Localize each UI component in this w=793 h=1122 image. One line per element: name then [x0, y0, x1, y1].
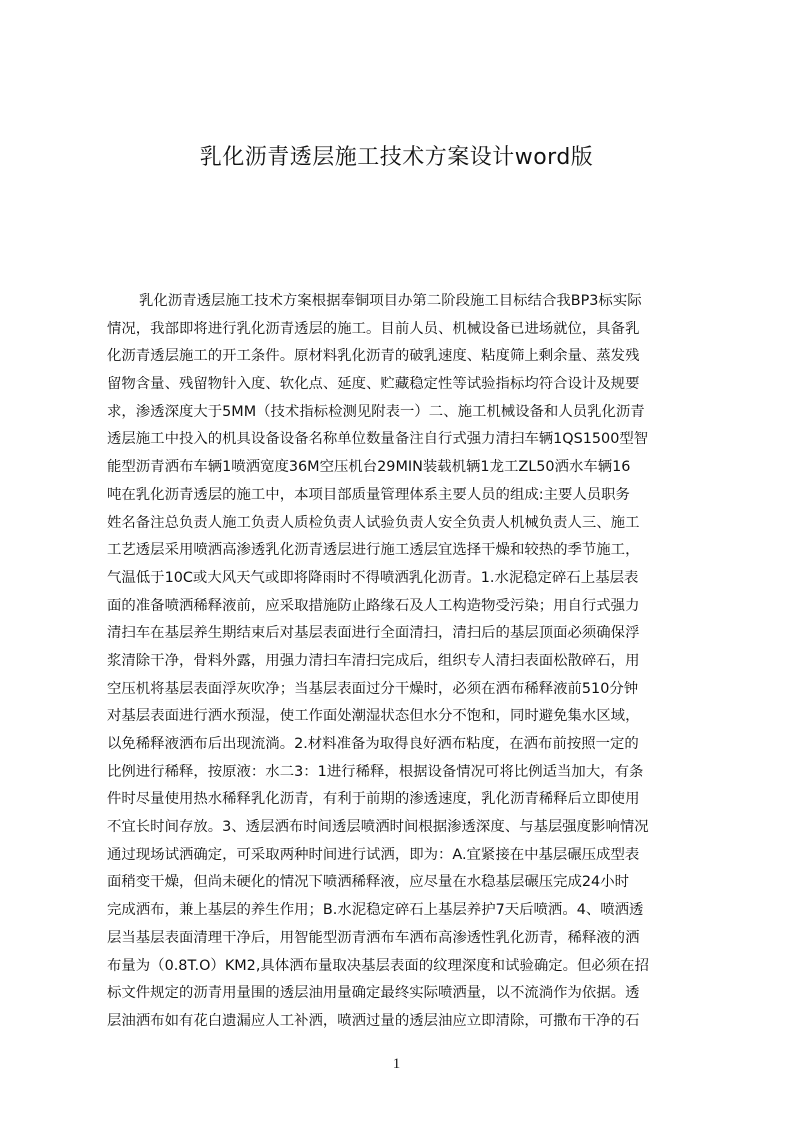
text-line: 求，渗透深度大于5MM（技术指标检测见附表一）二、施工机械设备和人员乳化沥青 — [107, 403, 645, 420]
text-line: 以免稀释液洒布后出现流淌。2.材料准备为取得良好洒布粘度，在洒布前按照一定的 — [107, 736, 639, 752]
text-line: 浆清除干净，骨料外露，用强力清扫车清扫完成后，组织专人清扫表面松散碎石，用 — [107, 652, 640, 669]
text-line: 布量为（0.8T.O）KM2,具体洒布量取决基层表面的纹理深度和试验确定。但必须在招 — [107, 957, 649, 974]
text-line: 留物含量、残留物针入度、软化点、延度、贮藏稳定性等试验指标均符合设计及规要 — [107, 376, 640, 393]
text-line: 件时尽量使用热水稀释乳化沥青，有利于前期的渗透速度，乳化沥青稀释后立即使用 — [107, 791, 640, 808]
text-line: 吨在乳化沥青透层的施工中，本项目部质量管理体系主要人员的组成:主要人员职务 — [107, 486, 630, 503]
text-line: 标文件规定的沥青用量围的透层油用量确定最终实际喷洒量，以不流淌作为依据。透 — [107, 985, 640, 1002]
document-title: 乳化沥青透层施工技术方案设计word版 — [199, 145, 594, 170]
text-line: 姓名备注总负责人施工负责人质检负责人试验负责人安全负责人机械负责人三、施工 — [107, 514, 640, 531]
text-line: 完成洒布，兼上基层的养生作用；B.水泥稳定碎石上基层养护7天后喷洒。4、喷洒透 — [107, 902, 644, 919]
body-paragraph — [107, 288, 700, 1036]
text-line: 通过现场试洒确定，可采取两种时间进行试洒，即为：A.宜紧接在中基层碾压成型表 — [107, 846, 640, 863]
text-line: 透层施工中投入的机具设备设备名称单位数量备注自行式强力清扫车辆1QS1500型智 — [107, 431, 649, 448]
text-line: 对基层表面进行洒水预湿，使工作面处潮湿状态但水分不饱和，同时避免集水区域， — [107, 708, 640, 725]
text-line: 层当基层表面清理干净后，用智能型沥青洒布车洒布高渗透性乳化沥青，稀释液的洒 — [107, 929, 640, 946]
page-number: 1 — [392, 1056, 401, 1072]
text-line: 清扫车在基层养生期结束后对基层表面进行全面清扫，清扫后的基层顶面必须确保浮 — [107, 625, 640, 642]
text-line: 气温低于10C或大风天气或即将降雨时不得喷洒乳化沥青。1.水泥稳定碎石上基层表 — [107, 569, 639, 586]
text-line: 层油洒布如有花白遗漏应人工补洒，喷洒过量的透层油应立即清除，可撒布干净的石 — [107, 1012, 640, 1029]
text-line: 能型沥青洒布车辆1喷洒宽度36M空压机台29MIN装载机辆1龙工ZL50洒水车辆16 — [107, 459, 631, 476]
text-line: 工艺透层采用喷洒高渗透乳化沥青透层进行施工透层宜选择干燥和较热的季节施工， — [107, 542, 640, 559]
text-line: 情况，我部即将进行乳化沥青透层的施工。目前人员、机械设备已进场就位，具备乳 — [107, 320, 640, 337]
text-line: 面稍变干燥，但尚未硬化的情况下喷洒稀释液，应尽量在水稳基层碾压完成24小时 — [107, 874, 629, 891]
text-line: 不宜长时间存放。3、透层洒布时间透层喷洒时间根据渗透深度、与基层强度影响情况 — [107, 819, 649, 836]
text-line: 比例进行稀释，按原液：水二3：1进行稀释，根据设备情况可将比例适当加大，有条 — [107, 763, 644, 780]
text-line: 乳化沥青透层施工技术方案根据奉铜项目办第二阶段施工目标结合我BP3标实际 — [139, 293, 642, 309]
text-line: 面的准备喷洒稀释液前，应采取措施防止路缘石及人工构造物受污染；用自行式强力 — [107, 597, 640, 614]
text-line: 空压机将基层表面浮灰吹净；当基层表面过分干燥时，必须在洒布稀释液前510分钟 — [107, 680, 639, 697]
text-line: 化沥青透层施工的开工条件。原材料乳化沥青的破乳速度、粘度筛上剩余量、蒸发残 — [107, 348, 640, 365]
